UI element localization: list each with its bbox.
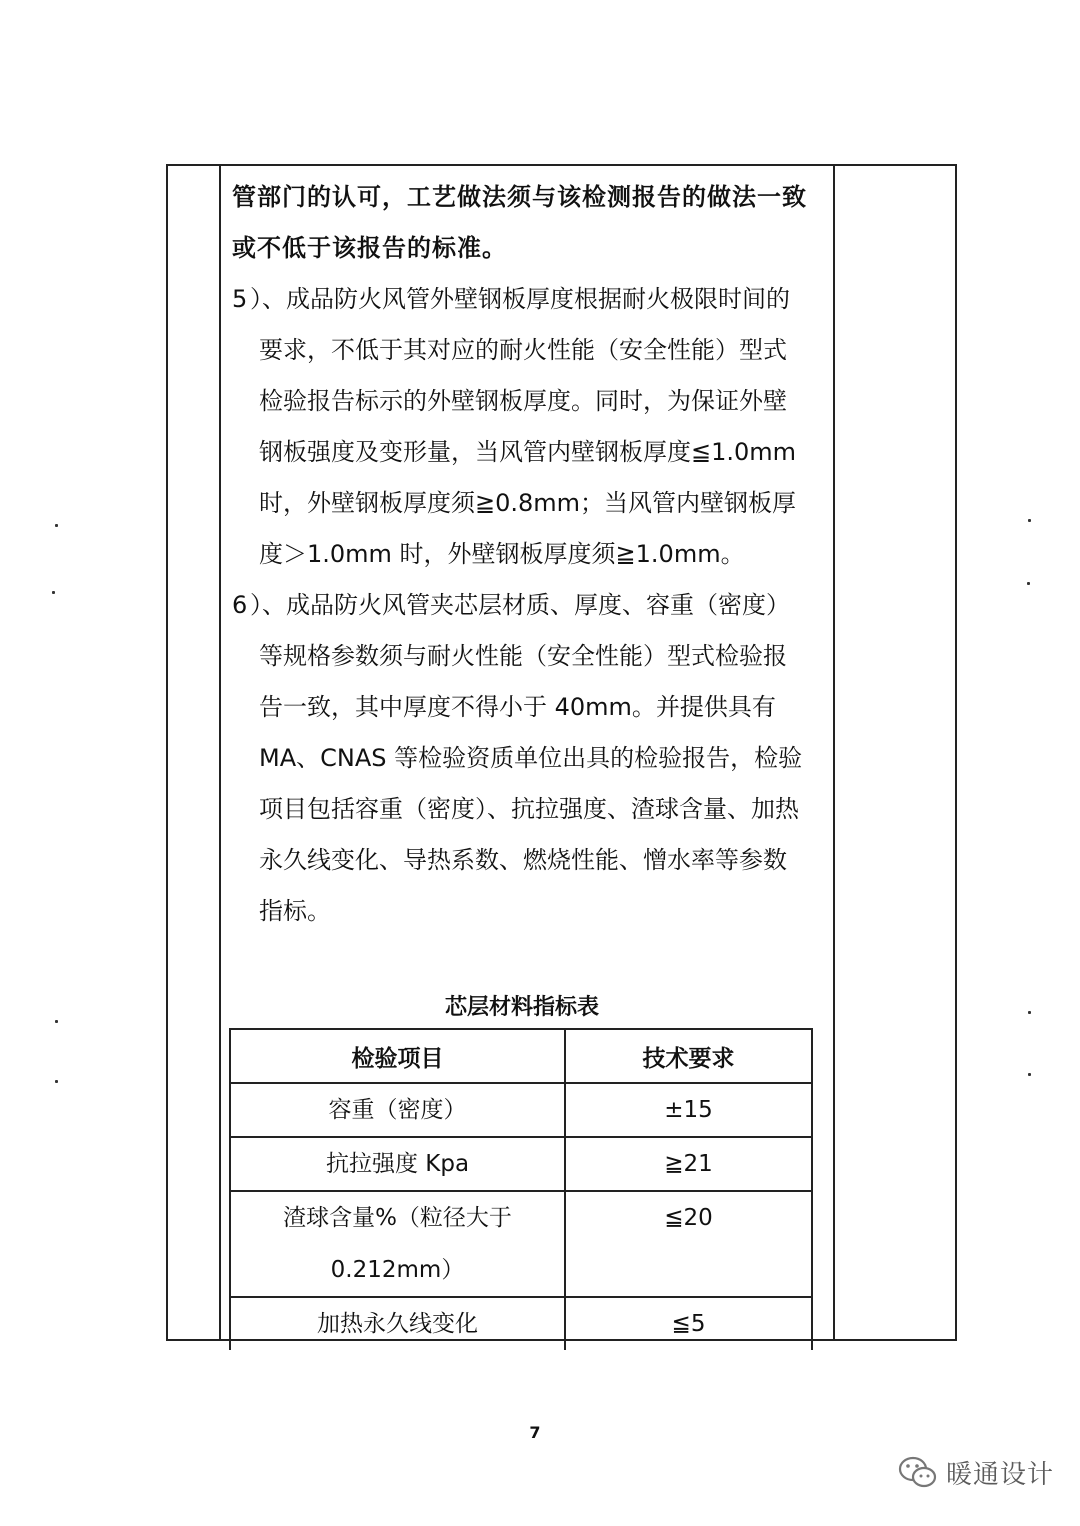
item-5-line: 检验报告标示的外壁钢板厚度。同时，为保证外壁 <box>259 387 787 415</box>
item-6-line: 等规格参数须与耐火性能（安全性能）型式检验报 <box>259 642 787 670</box>
item-5-line: 钢板强度及变形量，当风管内壁钢板厚度≦1.0mm <box>259 438 797 466</box>
watermark-text: 暖通设计 <box>946 1460 1055 1490</box>
item-6-line: 指标。 <box>259 897 331 925</box>
cell-requirement: ±15 <box>565 1083 812 1137</box>
intro-paragraph <box>232 172 832 274</box>
table-title: 芯层材料指标表 <box>444 995 599 1020</box>
scan-speck <box>55 524 58 527</box>
scan-speck <box>55 1080 58 1083</box>
watermark <box>898 1454 1054 1491</box>
intro-line-2: 或不低于该报告的标准。 <box>232 234 507 262</box>
cell-requirement: ≦20 <box>565 1191 812 1297</box>
item-6-line: 告一致，其中厚度不得小于 40mm。并提供具有 <box>259 693 776 721</box>
list-item-5 <box>232 274 832 580</box>
cell-item: 加热永久线变化 <box>230 1297 565 1350</box>
item-number: 5 <box>232 285 248 313</box>
item-5-line: 时，外壁钢板厚度须≧0.8mm；当风管内壁钢板厚 <box>259 489 797 517</box>
scan-speck <box>55 1020 58 1023</box>
cell-requirement: ≧21 <box>565 1137 812 1191</box>
item-6-line: 永久线变化、导热系数、燃烧性能、憎水率等参数 <box>259 846 787 874</box>
table-row <box>230 1137 812 1191</box>
cell-requirement: ≦5 <box>565 1297 812 1350</box>
scan-speck <box>1027 582 1030 585</box>
scan-speck <box>1028 519 1031 522</box>
core-material-table <box>229 1028 813 1350</box>
cell-item-line-2: 0.212mm） <box>330 1257 465 1283</box>
scan-speck <box>52 591 55 594</box>
scan-speck <box>1028 1011 1031 1014</box>
cell-item <box>230 1191 565 1297</box>
header-item: 检验项目 <box>230 1029 565 1083</box>
scan-speck <box>1028 1073 1031 1076</box>
item-number: 6 <box>232 591 248 619</box>
intro-line-1: 管部门的认可，工艺做法须与该检测报告的做法一致 <box>232 183 807 211</box>
item-6-line: ）、成品防火风管夹芯层材质、厚度、容重（密度） <box>250 591 790 619</box>
item-5-line: 要求，不低于其对应的耐火性能（安全性能）型式 <box>259 336 787 364</box>
item-5-line: 度＞1.0mm 时，外壁钢板厚度须≧1.0mm。 <box>259 540 745 568</box>
document-body <box>232 172 832 937</box>
page-number: 7 <box>529 1423 541 1442</box>
cell-item: 抗拉强度 Kpa <box>230 1137 565 1191</box>
table-row <box>230 1297 812 1350</box>
cell-item: 容重（密度） <box>230 1083 565 1137</box>
frame-divider-right <box>833 164 835 1341</box>
frame-divider-left <box>219 164 221 1341</box>
list-item-6 <box>232 580 832 937</box>
table-row <box>230 1191 812 1297</box>
header-requirement: 技术要求 <box>565 1029 812 1083</box>
item-6-line: 项目包括容重（密度）、抗拉强度、渣球含量、加热 <box>259 795 799 823</box>
table-row <box>230 1083 812 1137</box>
wechat-icon <box>898 1456 938 1490</box>
item-5-line: ）、成品防火风管外壁钢板厚度根据耐火极限时间的 <box>250 285 790 313</box>
table-header-row <box>230 1029 812 1083</box>
item-6-line: MA、CNAS 等检验资质单位出具的检验报告，检验 <box>259 744 803 772</box>
cell-item-line-1: 渣球含量%（粒径大于 <box>283 1205 512 1231</box>
